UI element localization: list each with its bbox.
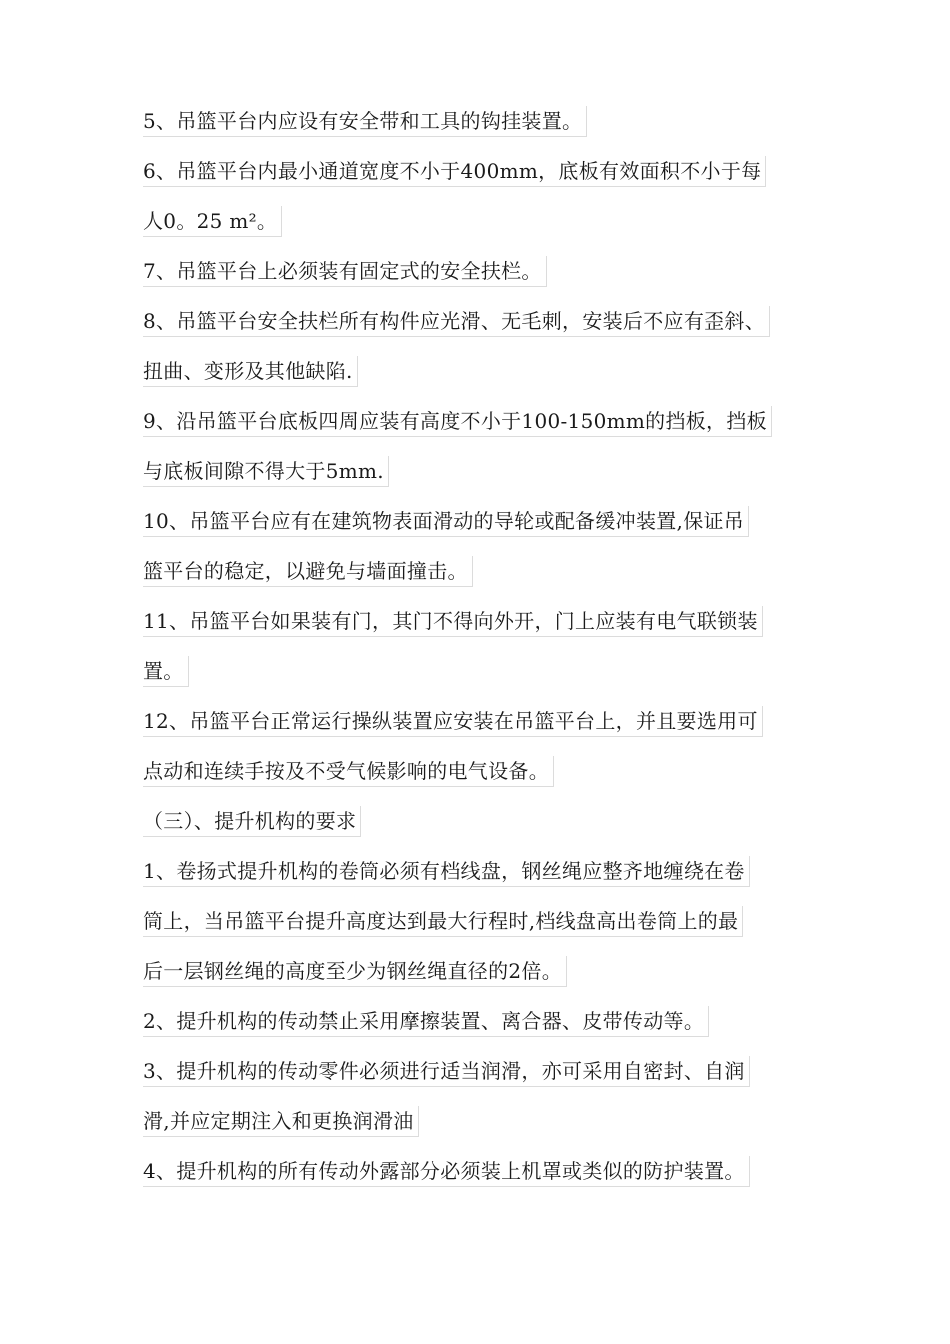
text-line: 点动和连续手按及不受气候影响的电气设备。: [143, 756, 554, 787]
text-line: 1、卷扬式提升机构的卷筒必须有档线盘，钢丝绳应整齐地缠绕在卷: [143, 856, 750, 887]
text-line: 3、提升机构的传动零件必须进行适当润滑，亦可采用自密封、自润: [143, 1056, 750, 1087]
text-line: 筒上，当吊篮平台提升高度达到最大行程时,档线盘高出卷筒上的最: [143, 906, 743, 937]
text-line: 2、提升机构的传动禁止采用摩擦装置、离合器、皮带传动等。: [143, 1006, 709, 1037]
text-line: 置。: [143, 656, 189, 687]
text-line: 扭曲、变形及其他缺陷.: [143, 356, 358, 387]
text-line: 10、吊篮平台应有在建筑物表面滑动的导轮或配备缓冲装置,保证吊: [143, 506, 749, 537]
text-line: 6、吊篮平台内最小通道宽度不小于400mm，底板有效面积不小于每: [143, 156, 766, 187]
text-line: 人0。25 m²。: [143, 206, 282, 237]
text-line: 与底板间隙不得大于5mm.: [143, 456, 389, 487]
text-line: 8、吊篮平台安全扶栏所有构件应光滑、无毛刺，安装后不应有歪斜、: [143, 306, 770, 337]
text-line: 5、吊篮平台内应设有安全带和工具的钩挂装置。: [143, 106, 587, 137]
text-line: 后一层钢丝绳的高度至少为钢丝绳直径的2倍。: [143, 956, 567, 987]
section-heading: （三）、提升机构的要求: [143, 806, 361, 837]
text-line: 篮平台的稳定，以避免与墙面撞击。: [143, 556, 473, 587]
text-line: 4、提升机构的所有传动外露部分必须装上机罩或类似的防护装置。: [143, 1156, 750, 1187]
text-line: 12、吊篮平台正常运行操纵装置应安装在吊篮平台上，并且要选用可: [143, 706, 763, 737]
text-line: 7、吊篮平台上必须装有固定式的安全扶栏。: [143, 256, 547, 287]
text-line: 11、吊篮平台如果装有门，其门不得向外开，门上应装有电气联锁装: [143, 606, 763, 637]
text-line: 滑,并应定期注入和更换润滑油: [143, 1106, 419, 1137]
text-line: 9、沿吊篮平台底板四周应装有高度不小于100-150mm的挡板，挡板: [143, 406, 772, 437]
